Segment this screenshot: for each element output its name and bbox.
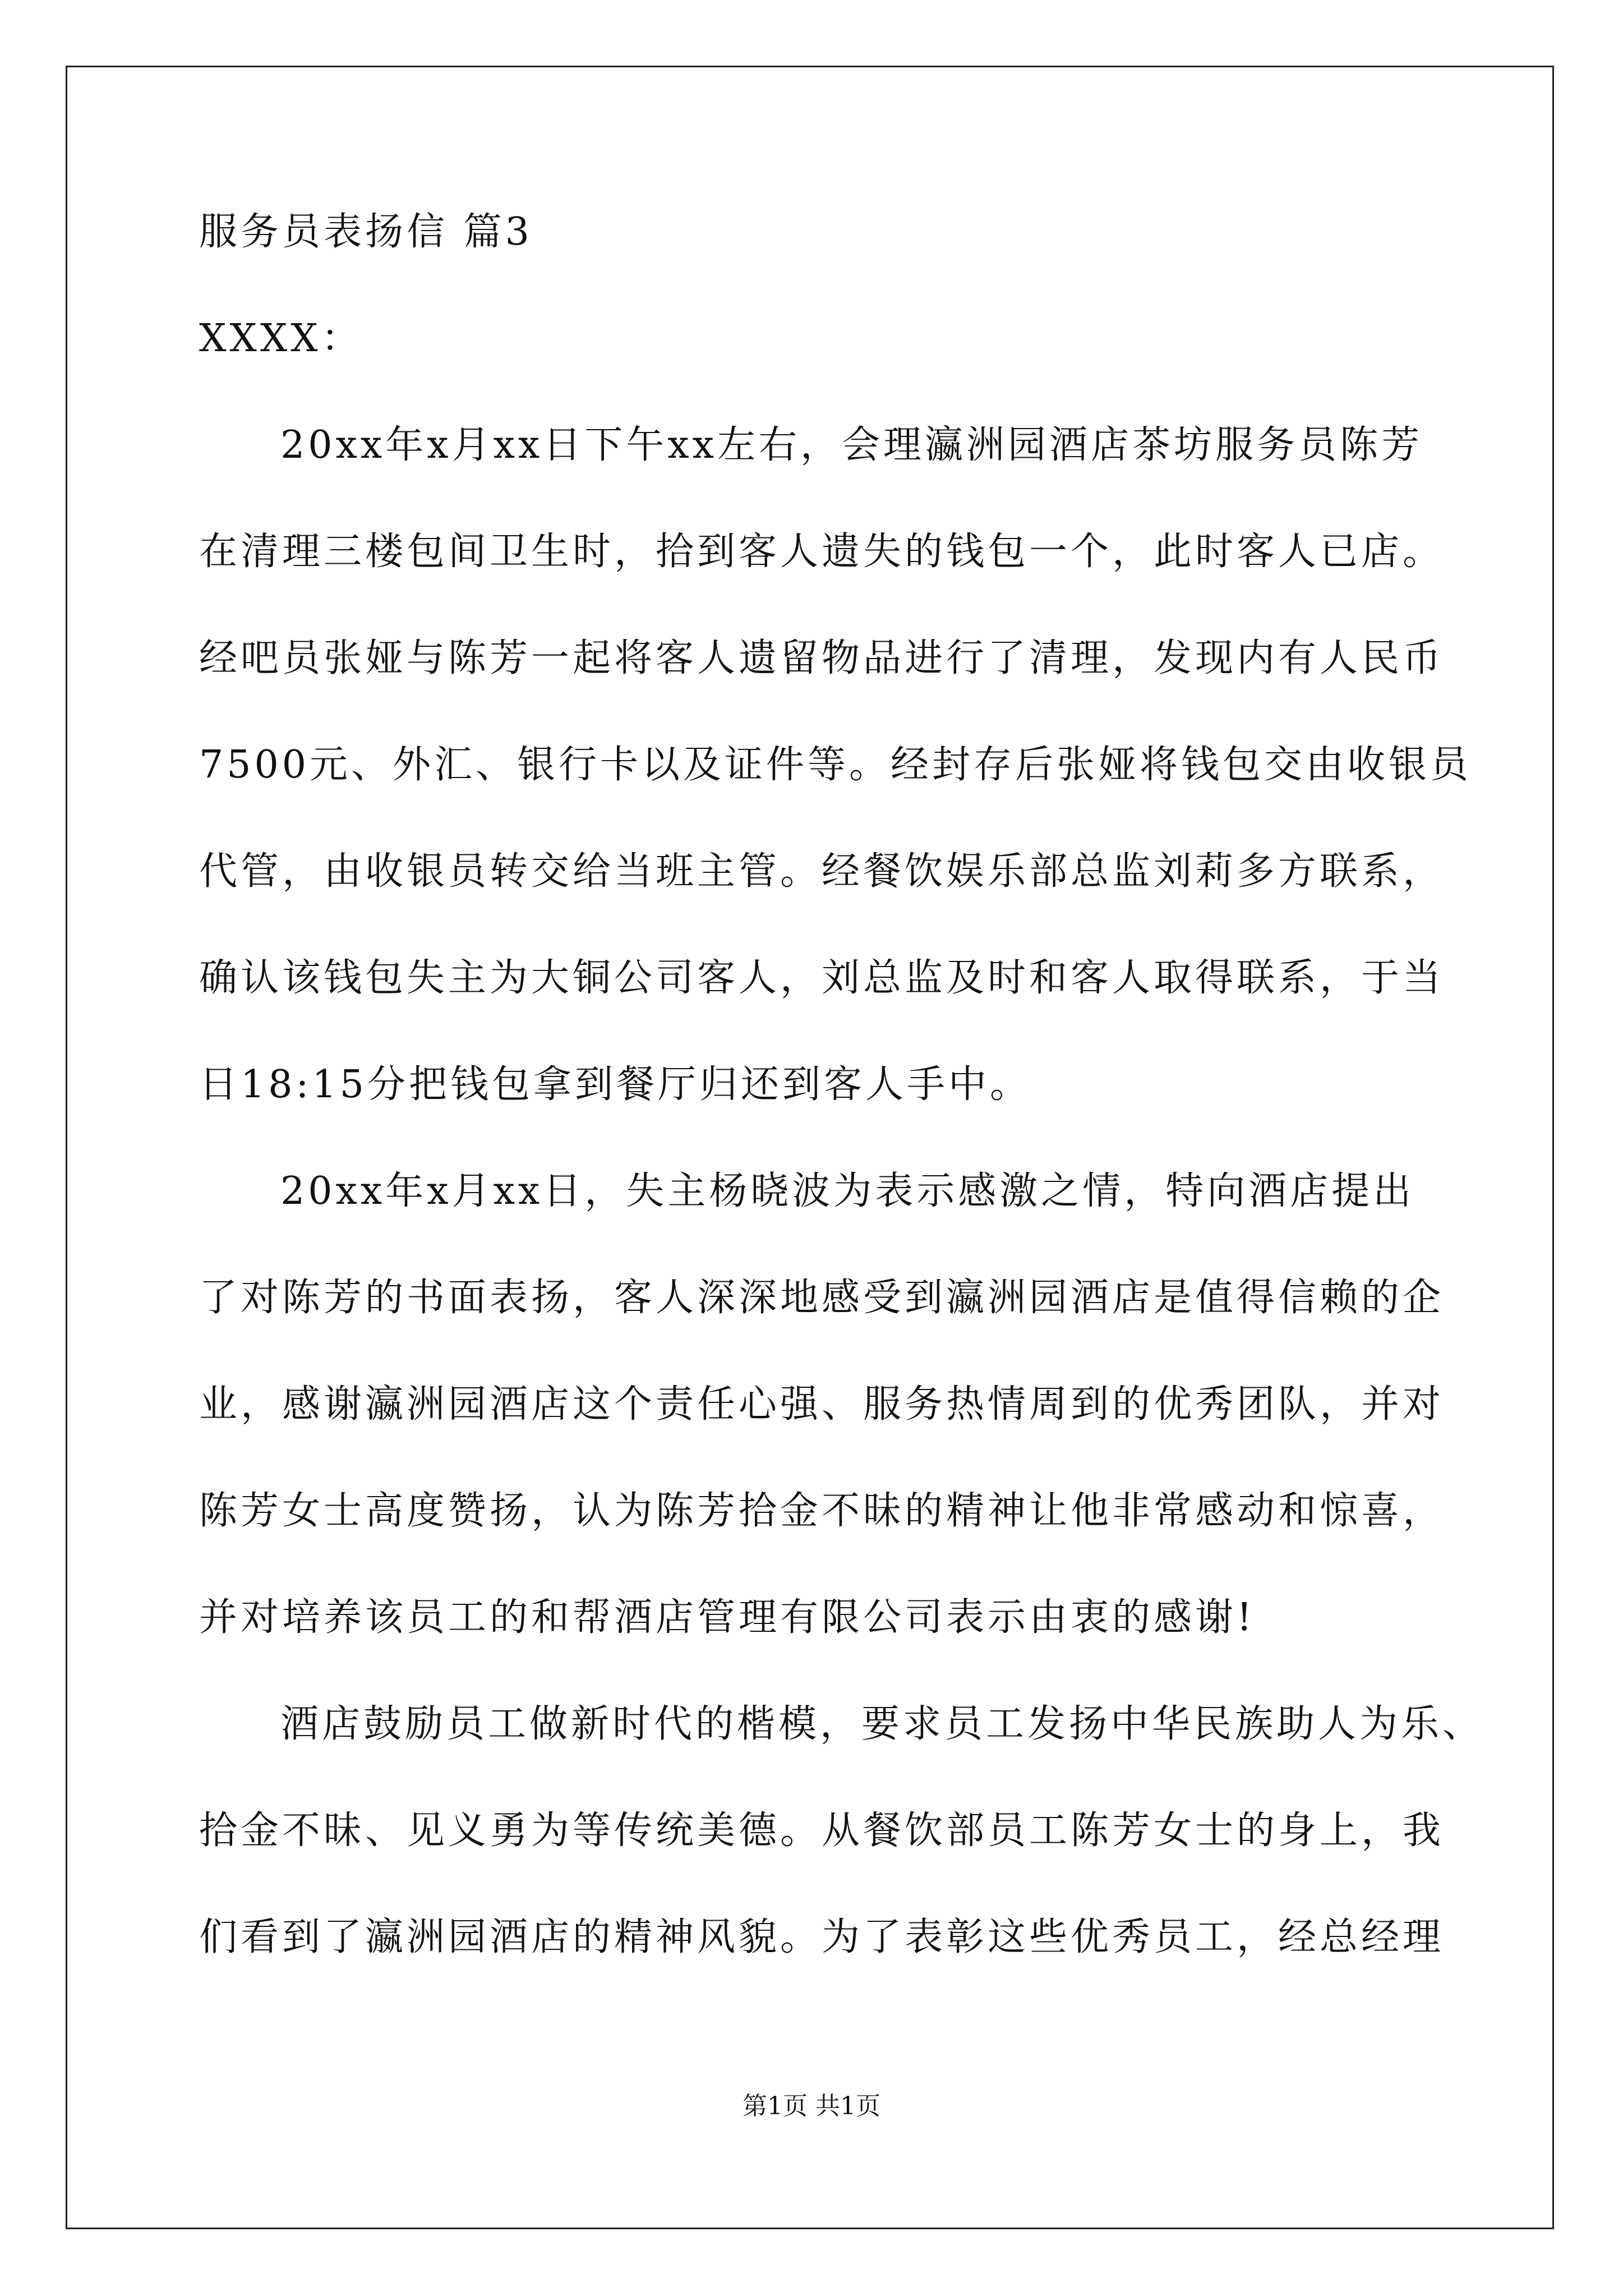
salutation: XXXX：	[199, 316, 363, 361]
paragraph-1	[199, 423, 1472, 1107]
paragraph-line: 确认该钱包失主为大铜公司客人，刘总监及时和客人取得联系，于当	[199, 956, 1445, 1000]
paragraph-3	[199, 1702, 1484, 1959]
paragraph-line: 拾金不昧、见义勇为等传统美德。从餐饮部员工陈芳女士的身上，我	[199, 1809, 1445, 1853]
paragraph-2	[199, 1169, 1445, 1640]
paragraph-line: 日18:15分把钱包拿到餐厅归还到客人手中。	[199, 1062, 1031, 1107]
document-title: 服务员表扬信 篇3	[199, 210, 533, 254]
paragraph-line: 7500元、外汇、银行卡以及证件等。经封存后张娅将钱包交由收银员	[199, 743, 1472, 787]
paragraph-line: 20xx年x月xx日，失主杨晓波为表示感激之情，特向酒店提出	[280, 1169, 1415, 1213]
paragraph-line: 并对培养该员工的和帮酒店管理有限公司表示由衷的感谢!	[199, 1595, 1256, 1640]
document-body	[199, 210, 1484, 2025]
paragraph-line: 在清理三楼包间卫生时，拾到客人遗失的钱包一个，此时客人已店。	[199, 530, 1445, 574]
page-number-footer: 第1页 共1页	[743, 2092, 880, 2120]
paragraph-line: 业，感谢瀛洲园酒店这个责任心强、服务热情周到的优秀团队，并对	[199, 1382, 1445, 1427]
paragraph-line: 20xx年x月xx日下午xx左右，会理瀛洲园酒店茶坊服务员陈芳	[280, 423, 1423, 467]
paragraph-line: 陈芳女士高度赞扬，认为陈芳拾金不昧的精神让他非常感动和惊喜，	[199, 1489, 1445, 1533]
paragraph-line: 经吧员张娅与陈芳一起将客人遗留物品进行了清理，发现内有人民币	[199, 636, 1445, 680]
paragraph-line: 酒店鼓励员工做新时代的楷模，要求员工发扬中华民族助人为乐、	[280, 1702, 1484, 1746]
paragraph-line: 代管，由收银员转交给当班主管。经餐饮娱乐部总监刘莉多方联系，	[199, 849, 1445, 894]
paragraph-line: 了对陈芳的书面表扬，客人深深地感受到瀛洲园酒店是值得信赖的企	[199, 1276, 1445, 1320]
paragraph-line: 们看到了瀛洲园酒店的精神风貌。为了表彰这些优秀员工，经总经理	[199, 1915, 1445, 1959]
